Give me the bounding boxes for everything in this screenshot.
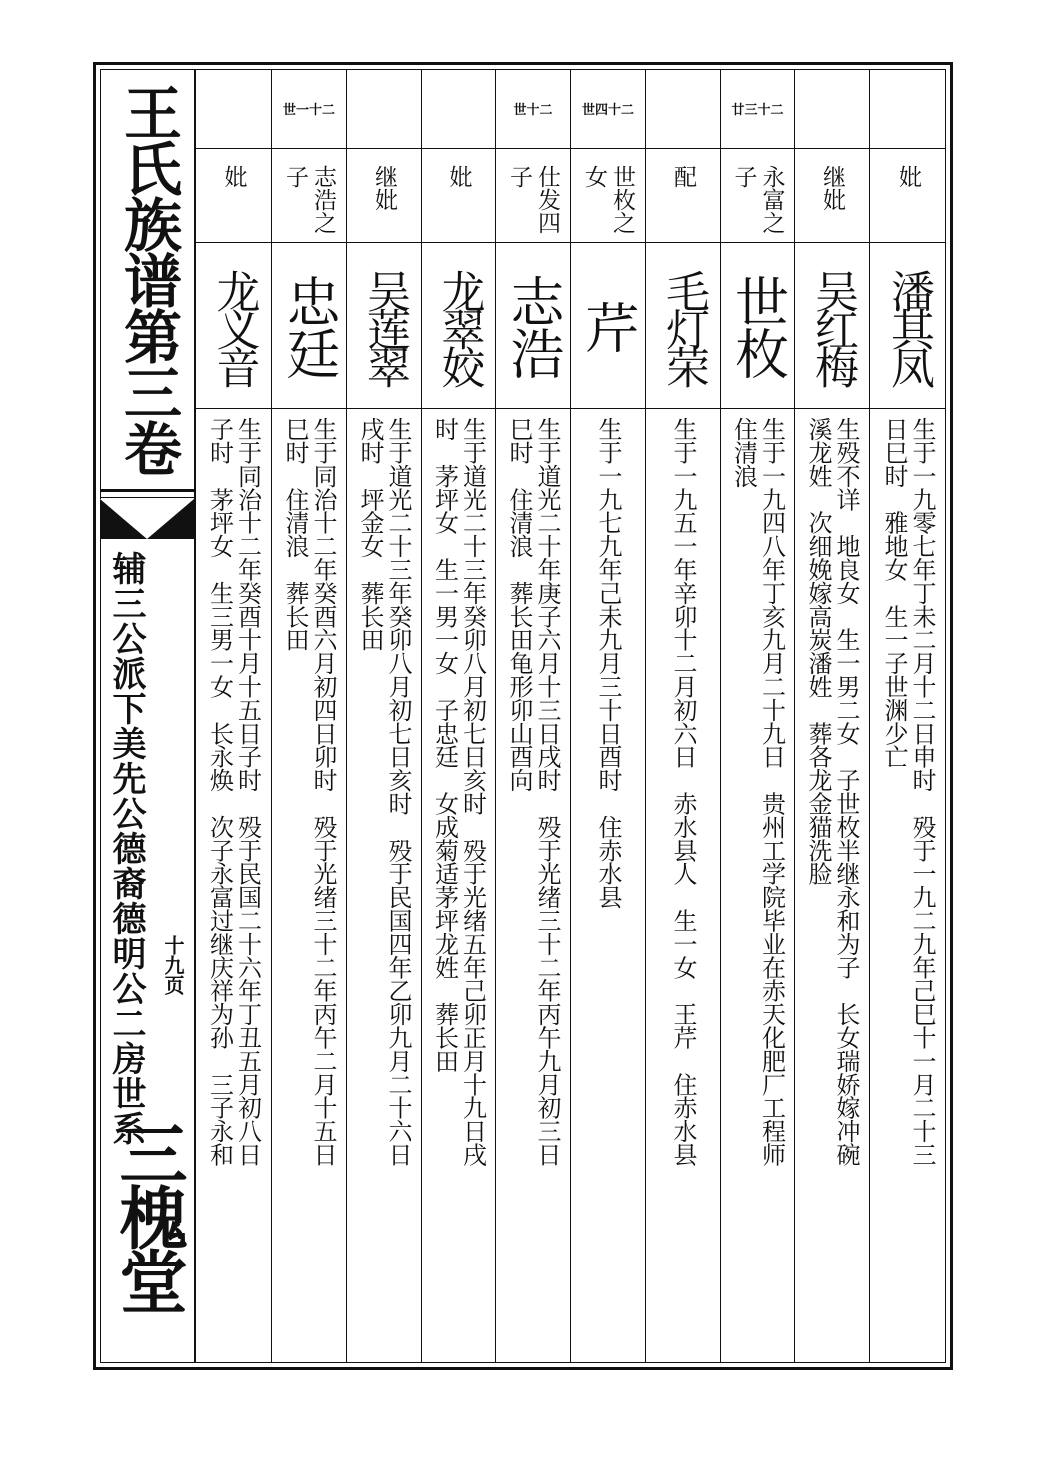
- generation-label: 世十二: [513, 103, 553, 118]
- entry-column: [794, 69, 869, 1363]
- name-cell: [646, 243, 720, 408]
- biography-cell: [571, 417, 645, 1347]
- entry-column: [196, 69, 271, 1363]
- person-name: 潘其凤: [883, 268, 934, 383]
- person-name: 志浩: [502, 273, 565, 378]
- relation-label: 继妣: [819, 165, 845, 211]
- relation-label: 妣: [895, 165, 921, 188]
- generation-label: [870, 69, 946, 148]
- biography-text: 生于道光二十三年癸卯八月初七日亥时 殁于民国四年乙卯九月二十六日 戌时 坪金女 葬长田: [356, 417, 412, 1166]
- relation-cell: [870, 149, 946, 242]
- person-name: 芹: [577, 299, 640, 352]
- person-name: 吴莲翠: [359, 268, 410, 383]
- name-cell: [496, 243, 570, 408]
- entry-column: [495, 69, 570, 1363]
- biography-cell: [196, 417, 271, 1347]
- person-name: 龙义音: [208, 268, 260, 383]
- relation-label: 仕发四子: [506, 165, 560, 234]
- generation-label: [196, 69, 271, 148]
- book-spine: [100, 69, 196, 1363]
- relation-label: 妣: [445, 165, 472, 188]
- spine-divider-thin: [100, 497, 194, 498]
- entry-column: [570, 69, 645, 1363]
- name-cell: [422, 243, 495, 408]
- name-cell: [721, 243, 794, 408]
- spine-divider-thick: [100, 489, 194, 492]
- entry-column: [720, 69, 794, 1363]
- relation-cell: [795, 149, 869, 242]
- biography-cell: [870, 417, 946, 1347]
- fishtail-notch: [100, 499, 194, 539]
- biography-cell: [646, 417, 720, 1347]
- relation-cell: [646, 149, 720, 242]
- biography-text: 生于道光二十年庚子六月十三日戌时 殁于光绪三十二年丙午九月初三日 巳时 住清浪 葬长田龟形卯山酉向: [505, 417, 561, 1166]
- name-cell: [347, 243, 421, 408]
- biography-text: 生于同治十二年癸酉六月初四日卯时 殁于光绪三十二年丙午二月十五日 巳时 住清浪 葬长田: [281, 417, 337, 1166]
- genealogy-table: [196, 69, 946, 1363]
- relation-cell: [721, 149, 794, 242]
- biography-text: 生于一九零七年丁未二月十二日申时 殁于一九二九年己巳十一月二十三 日巳时 雅地女 生一子世渊少亡: [880, 417, 936, 1166]
- biography-cell: [795, 417, 869, 1347]
- relation-label: 配: [670, 165, 696, 188]
- biography-text: 生于一九七九年己未九月三十日酉时 住赤水县: [594, 417, 622, 909]
- generation-label: [795, 69, 869, 148]
- person-name: 吴红梅: [807, 268, 858, 383]
- branch-lineage-title: 辅三公派下美先公德裔德明公二房世系: [106, 551, 146, 1146]
- biography-text: 生于一九五一年辛卯十二月初六日 赤水县人 生一女 王芹 住赤水县: [669, 417, 697, 1166]
- biography-text: 生于道光二十三年癸卯八月初七日亥时 殁于光绪五年己卯正月十九日戌 时 茅坪女 生一男一女 子忠廷 女成菊适茅坪龙姓 葬长田: [430, 417, 487, 1166]
- entry-column: [869, 69, 946, 1363]
- biography-text: 生于一九四八年丁亥九月二十九日 贵州工学院毕业在赤天化肥厂工程师 住清浪: [729, 417, 786, 1166]
- volume-title: 王氏族谱第三卷: [114, 83, 182, 475]
- generation-label: 世四十二: [581, 103, 634, 118]
- person-name: 世枚: [726, 273, 790, 378]
- biography-cell: [721, 417, 794, 1347]
- name-cell: [870, 243, 946, 408]
- relation-cell: [196, 149, 271, 242]
- relation-label: 志浩之子: [282, 165, 336, 234]
- relation-label: 永富之子: [730, 165, 785, 234]
- entry-column: [271, 69, 346, 1363]
- relation-cell: [496, 149, 570, 242]
- name-cell: [795, 243, 869, 408]
- generation-label: 廿三十二: [731, 103, 784, 118]
- relation-label: 世枚之女: [581, 165, 635, 234]
- biography-cell: [422, 417, 495, 1347]
- relation-cell: [272, 149, 346, 242]
- biography-text: 生于同治十二年癸酉十月十五日子时 殁于民国二十六年丁丑五月初八日 子时 茅坪女 生三男一女 长永焕 次子永富过继庆祥为孙 三子永和: [205, 417, 262, 1166]
- relation-cell: [347, 149, 421, 242]
- name-cell: [571, 243, 645, 408]
- biography-text: 生殁不详 地良女 生一男二女 子世枚半继永和为子 长女瑞娇嫁冲碗 溪龙姓 次细娩嫁高炭潘姓 葬各龙金猫洗脸: [804, 417, 860, 1166]
- generation-label: [347, 69, 421, 148]
- name-cell: [272, 243, 346, 408]
- hall-name: 三槐堂: [108, 1119, 188, 1311]
- relation-label: 妣: [220, 165, 247, 188]
- entry-column: [346, 69, 421, 1363]
- biography-cell: [347, 417, 421, 1347]
- entry-column: [421, 69, 495, 1363]
- relation-cell: [571, 149, 645, 242]
- generation-label: [422, 69, 495, 148]
- relation-label: 继妣: [371, 165, 397, 211]
- entry-column: [645, 69, 720, 1363]
- person-name: 忠廷: [278, 273, 341, 378]
- name-cell: [196, 243, 271, 408]
- generation-label: 世一十二: [282, 103, 335, 118]
- generation-label: [646, 69, 720, 148]
- relation-cell: [422, 149, 495, 242]
- biography-cell: [272, 417, 346, 1347]
- page-number: 十九页: [161, 935, 185, 995]
- person-name: 龙翠姣: [433, 268, 485, 383]
- biography-cell: [496, 417, 570, 1347]
- person-name: 毛灯荣: [658, 268, 709, 383]
